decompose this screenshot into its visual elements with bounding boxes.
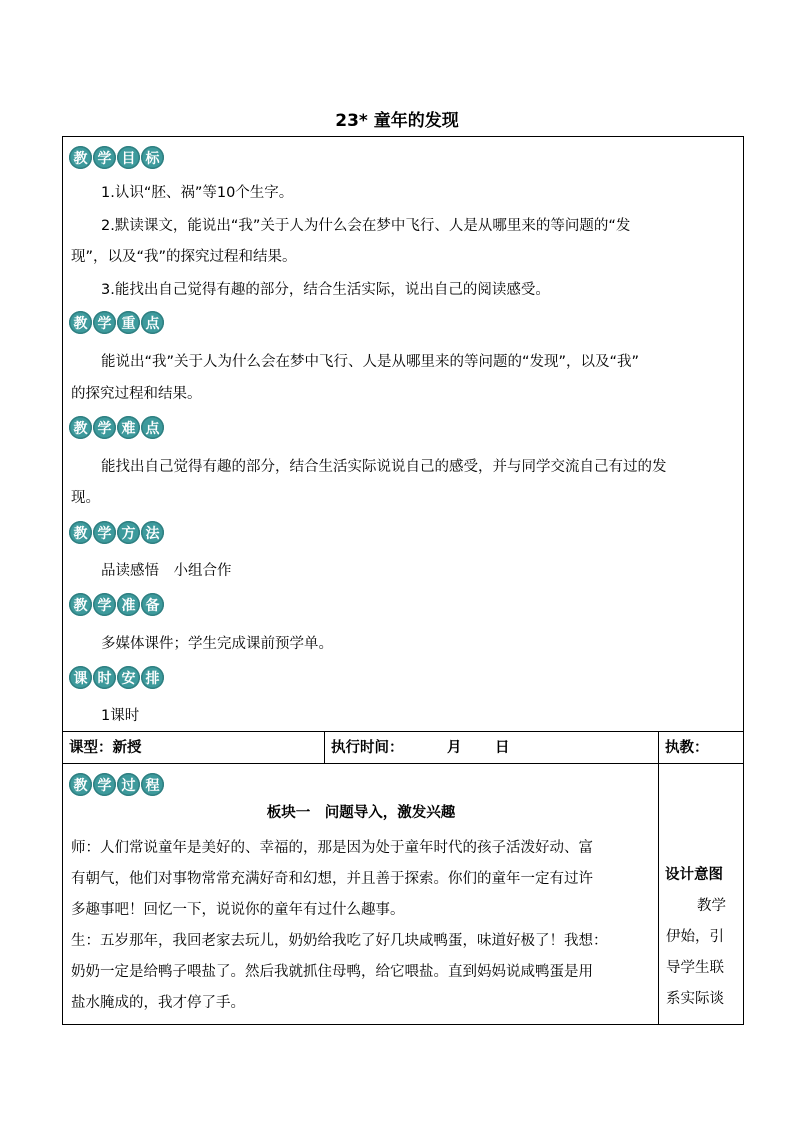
- goals-badge: [69, 146, 164, 169]
- goal-item: 2.默读课文，能说出“我”关于人为什么会在梦中飞行、人是从哪里来的等问题的“发: [101, 218, 631, 234]
- badge-char: 教: [69, 311, 92, 334]
- key-points-line: 能说出“我”关于人为什么会在梦中飞行、人是从哪里来的等问题的“发现”，以及“我”: [101, 354, 640, 370]
- block-title: 板块一 问题导入，激发兴趣: [266, 805, 456, 821]
- goal-item: 3.能找出自己觉得有趣的部分，结合生活实际，说出自己的阅读感受。: [101, 282, 550, 298]
- badge-char: 法: [141, 521, 164, 544]
- badge-char: 点: [141, 311, 164, 334]
- design-intent-line: 伊始，引: [666, 929, 724, 945]
- badge-char: 学: [93, 311, 116, 334]
- key-points-badge: [69, 311, 164, 334]
- execution-time-label: 执行时间：: [331, 740, 404, 756]
- badge-char: 学: [93, 593, 116, 616]
- teacher-label: 执教：: [665, 740, 709, 756]
- methods-badge: [69, 521, 164, 544]
- badge-char: 学: [93, 146, 116, 169]
- badge-char: 教: [69, 416, 92, 439]
- badge-char: 点: [141, 416, 164, 439]
- difficulties-line: 现。: [71, 490, 100, 506]
- divider: [324, 732, 325, 763]
- schedule-badge: [69, 666, 164, 689]
- lesson-info-row: [62, 731, 744, 764]
- badge-char: 程: [141, 773, 164, 796]
- teaching-process-table: [62, 763, 744, 1025]
- badge-char: 过: [117, 773, 140, 796]
- design-intent-line: 系实际谈: [666, 991, 724, 1007]
- divider: [658, 764, 659, 1024]
- design-intent-line: 导学生联: [666, 960, 724, 976]
- goal-item: 现”，以及“我”的探究过程和结果。: [71, 249, 297, 265]
- design-intent-line: 教学: [697, 898, 726, 914]
- dialogue-line: 生：五岁那年，我回老家去玩儿，奶奶给我吃了好几块咸鸭蛋，味道好极了！我想：: [71, 933, 608, 949]
- preparation-text: 多媒体课件；学生完成课前预学单。: [101, 636, 333, 652]
- day-label: 日: [495, 740, 510, 756]
- dialogue-line: 有朝气，他们对事物常常充满好奇和幻想，并且善于探索。你们的童年一定有过许: [71, 871, 593, 887]
- badge-char: 备: [141, 593, 164, 616]
- badge-char: 目: [117, 146, 140, 169]
- badge-char: 教: [69, 521, 92, 544]
- badge-char: 标: [141, 146, 164, 169]
- schedule-text: 1课时: [101, 708, 140, 724]
- badge-char: 学: [93, 521, 116, 544]
- month-label: 月: [447, 740, 462, 756]
- methods-text: 品读感悟 小组合作: [101, 563, 232, 579]
- key-points-line: 的探究过程和结果。: [71, 386, 202, 402]
- badge-char: 教: [69, 146, 92, 169]
- badge-char: 学: [93, 773, 116, 796]
- badge-char: 重: [117, 311, 140, 334]
- divider: [658, 732, 659, 763]
- dialogue-line: 盐水腌成的，我才停了手。: [71, 995, 245, 1011]
- badge-char: 难: [117, 416, 140, 439]
- lesson-type: 课型：新授: [69, 740, 142, 756]
- badge-char: 排: [141, 666, 164, 689]
- dialogue-line: 多趣事吧！回忆一下，说说你的童年有过什么趣事。: [71, 902, 405, 918]
- lesson-overview-table: [62, 136, 744, 732]
- process-badge: [69, 773, 164, 796]
- badge-char: 安: [117, 666, 140, 689]
- dialogue-line: 师：人们常说童年是美好的、幸福的，那是因为处于童年时代的孩子活泼好动、富: [71, 840, 593, 856]
- badge-char: 课: [69, 666, 92, 689]
- difficulties-line: 能找出自己觉得有趣的部分，结合生活实际说说自己的感受，并与同学交流自己有过的发: [101, 459, 667, 475]
- badge-char: 时: [93, 666, 116, 689]
- badge-char: 教: [69, 593, 92, 616]
- badge-char: 准: [117, 593, 140, 616]
- design-intent-title: 设计意图: [665, 867, 723, 883]
- badge-char: 方: [117, 521, 140, 544]
- dialogue-line: 奶奶一定是给鸭子喂盐了。然后我就抓住母鸭，给它喂盐。直到妈妈说咸鸭蛋是用: [71, 964, 593, 980]
- badge-char: 教: [69, 773, 92, 796]
- page-title: 23* 童年的发现: [335, 111, 459, 131]
- goal-item: 1.认识“胚、祸”等10个生字。: [101, 185, 294, 201]
- preparation-badge: [69, 593, 164, 616]
- difficulties-badge: [69, 416, 164, 439]
- badge-char: 学: [93, 416, 116, 439]
